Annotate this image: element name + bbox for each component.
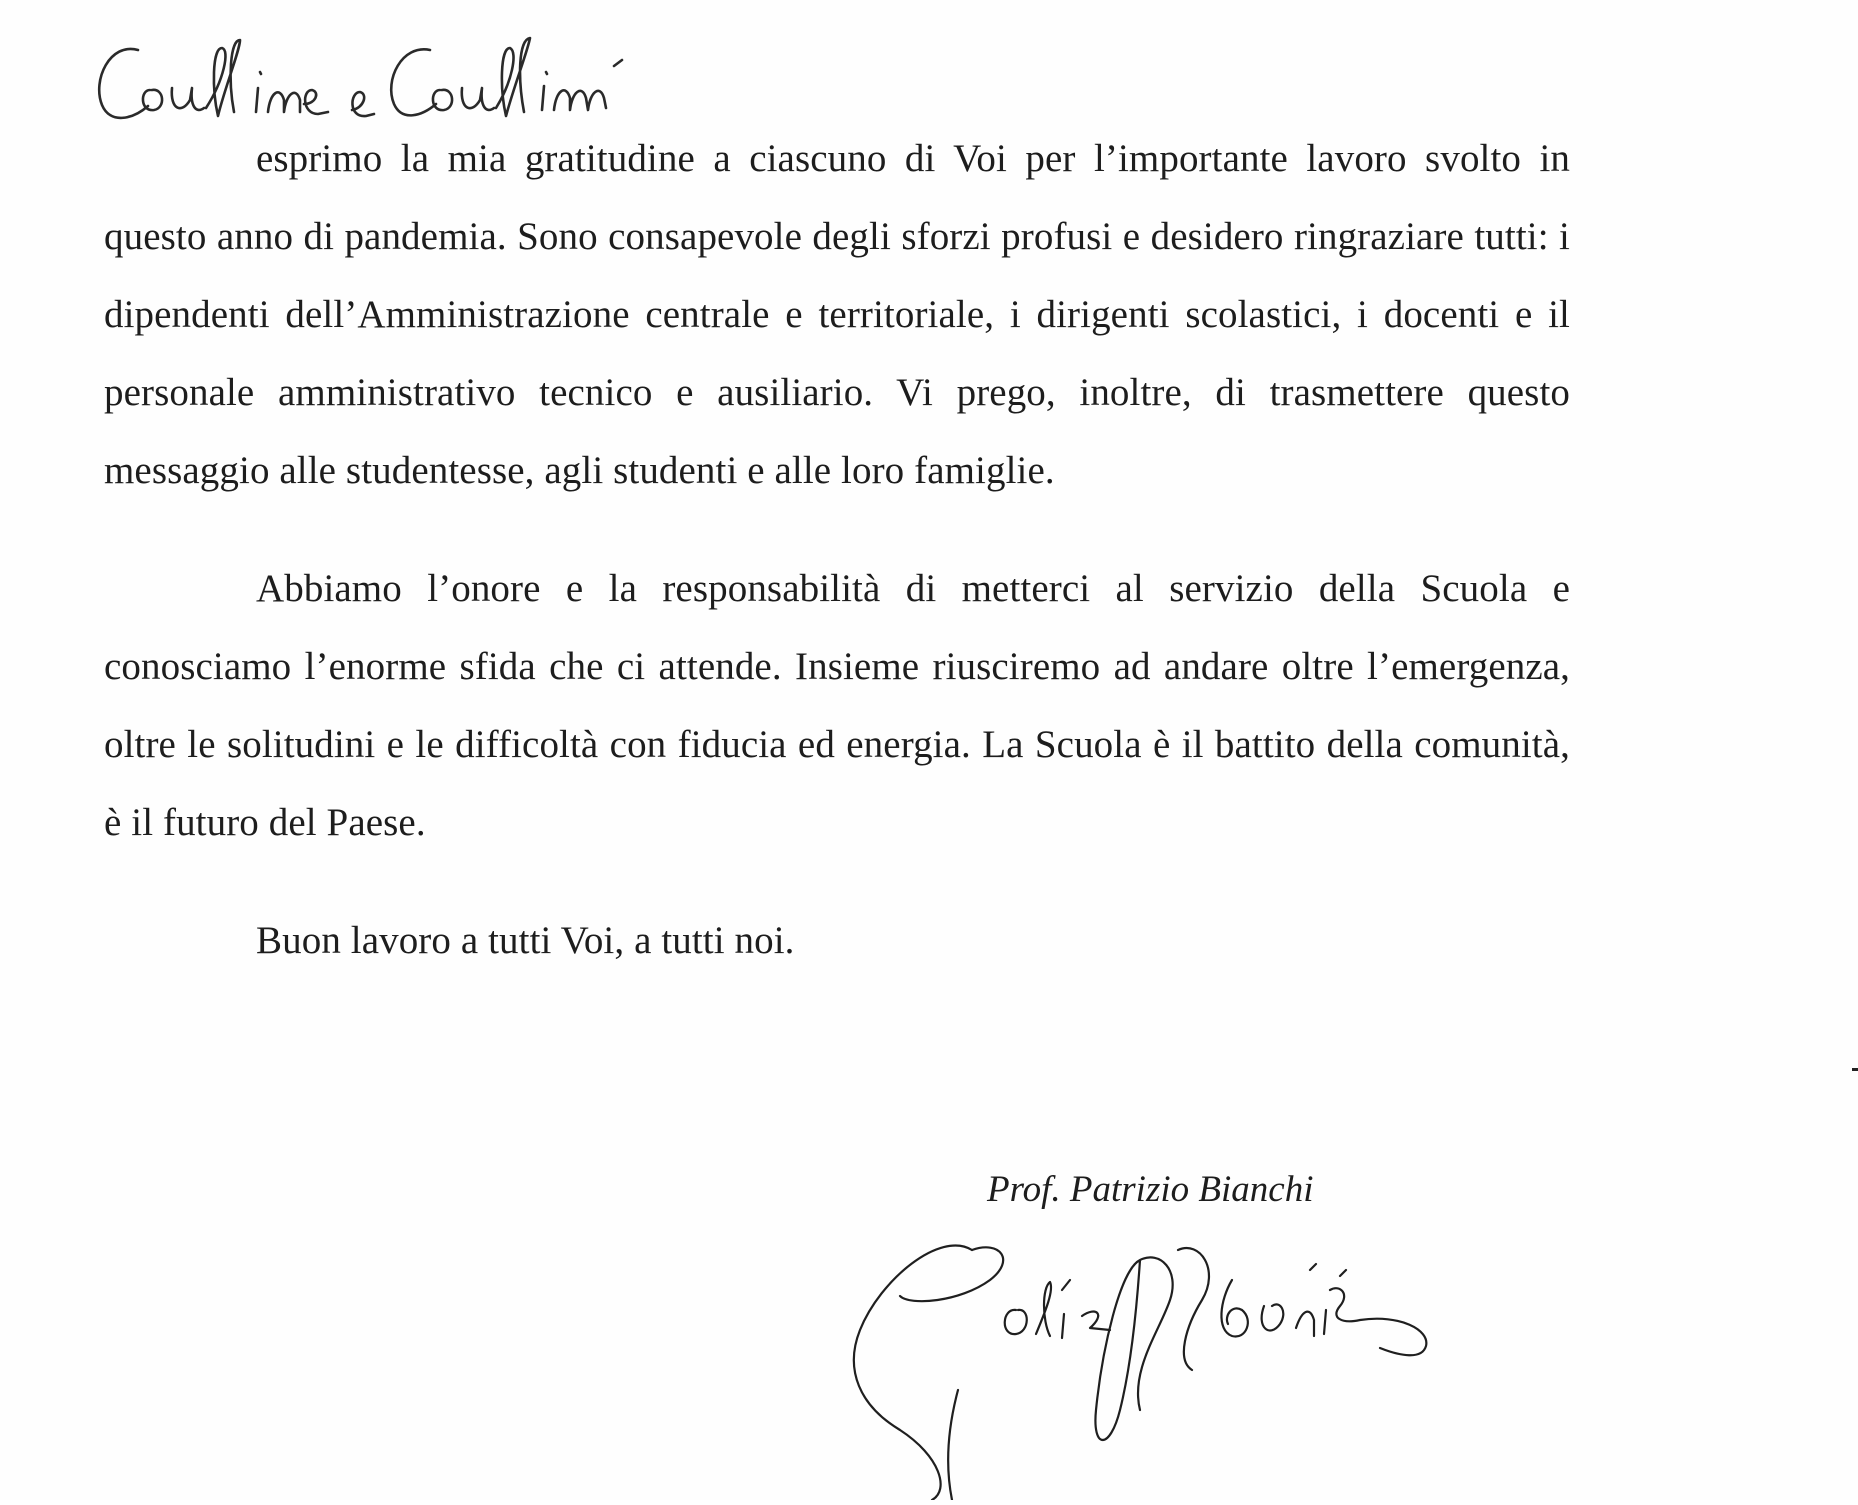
handwritten-signature	[840, 1210, 1580, 1500]
signatory-name: Prof. Patrizio Bianchi	[987, 1169, 1314, 1210]
handwritten-salutation	[90, 20, 790, 130]
paragraph-closing: Buon lavoro a tutti Voi, a tutti noi.	[256, 919, 795, 962]
scan-mark	[1852, 1068, 1858, 1071]
paragraph-responsibility: Abbiamo l’onore e la responsabilità di metterci al servizio della Scuola e conosciamo l’enorme sfida che ci attende. Insieme riusciremo ad andare oltre l’emergenza, oltre le solitudini e le difficoltà con fiducia ed energia. La Scuola è il battito della comunità, è il futuro del Paese.	[104, 567, 1570, 844]
letter-body	[104, 120, 1570, 980]
signature-graphic	[840, 1210, 1580, 1500]
paragraph-gratitude: esprimo la mia gratitudine a ciascuno di Voi per l’importante lavoro svolto in questo anno di pandemia. Sono consapevole degli sforzi profusi e desidero ringraziare tutti: i dipendenti dell’Amministrazione centrale e territoriale, i dirigenti scolastici, i docenti e il personale amministrativo tecnico e ausiliario. Vi prego, inoltre, di trasmettere questo messaggio alle studentesse, agli studenti e alle loro famiglie.	[104, 137, 1570, 492]
handwritten-salutation-graphic	[90, 20, 790, 130]
